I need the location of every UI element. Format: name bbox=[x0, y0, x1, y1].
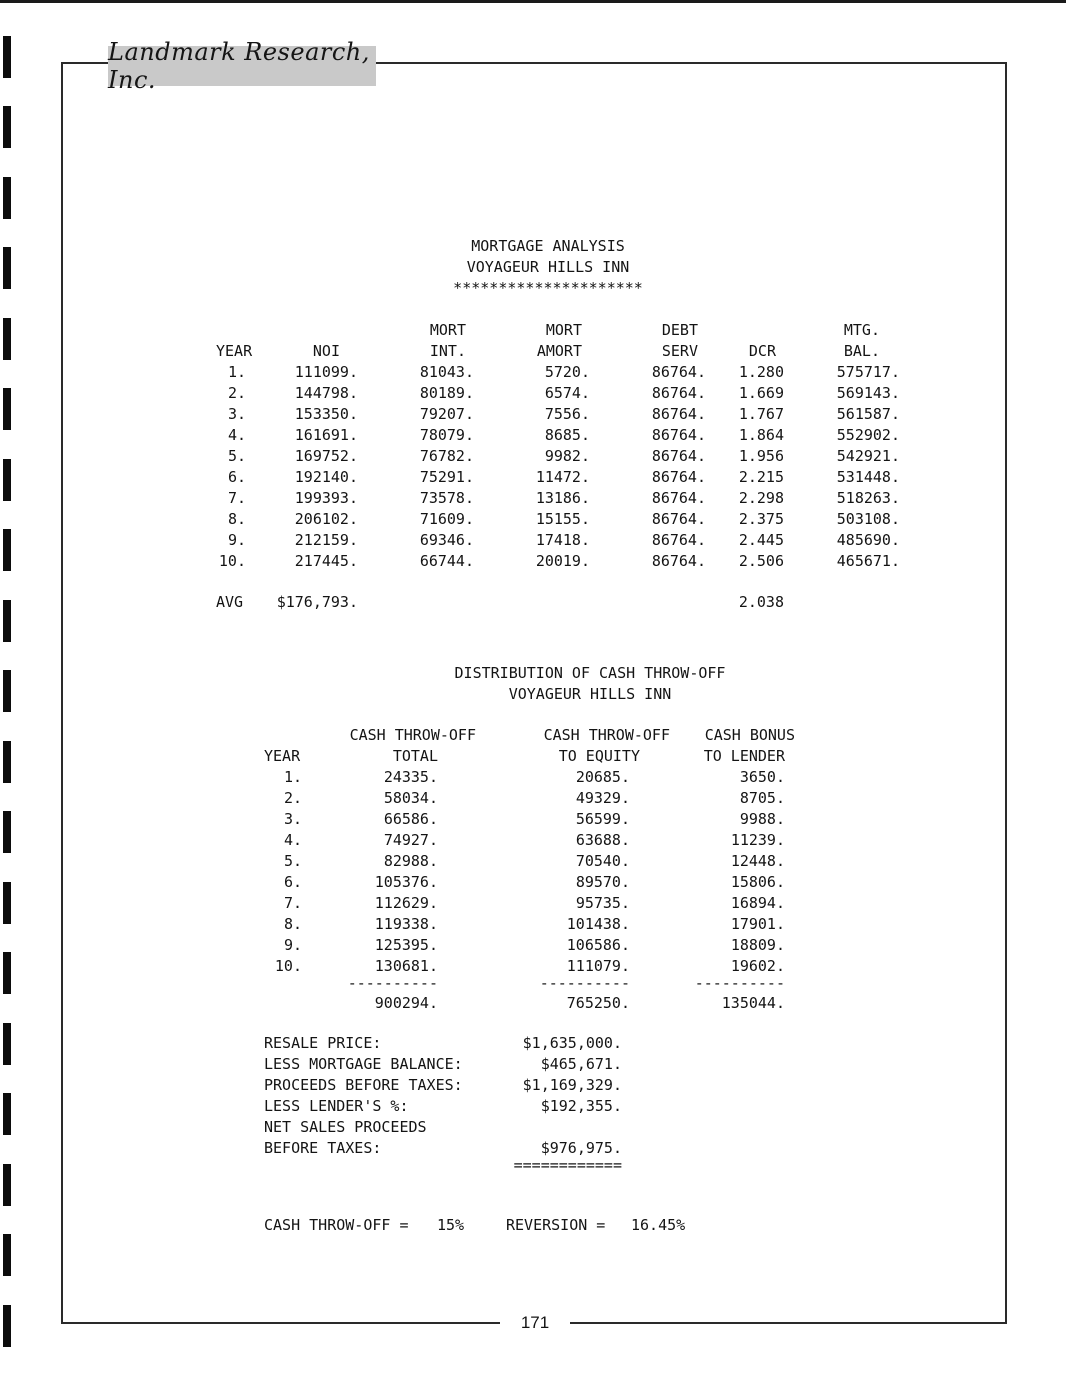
table-row bbox=[0, 425, 1066, 446]
cell-total: 74927. bbox=[383, 831, 438, 849]
resale-value: $465,671. bbox=[540, 1055, 622, 1073]
distribution-totals-row bbox=[0, 993, 1066, 1014]
cell-year: 8. bbox=[283, 915, 302, 933]
resale-label: RESALE PRICE: bbox=[264, 1034, 382, 1052]
company-logo bbox=[108, 38, 376, 94]
cell-dcr: 1.864 bbox=[738, 426, 784, 444]
binding-hole bbox=[3, 670, 11, 712]
cell-mort-amort: 8685. bbox=[544, 426, 590, 444]
cell-mort-amort: 7556. bbox=[544, 405, 590, 423]
cell-year: 5. bbox=[283, 852, 302, 870]
cell-year: 9. bbox=[227, 531, 246, 549]
cell-to-lender: 3650. bbox=[739, 768, 785, 786]
table-row bbox=[0, 467, 1066, 488]
dash-rule-equity: ---------- bbox=[539, 974, 630, 992]
cell-year: 1. bbox=[227, 363, 246, 381]
cell-total: 125395. bbox=[374, 936, 438, 954]
rates-line bbox=[0, 1215, 1066, 1236]
resale-line bbox=[0, 1117, 1066, 1138]
page-number: 171 bbox=[520, 1313, 550, 1332]
cell-mort-amort: 20019. bbox=[535, 552, 590, 570]
cell-mort-amort: 5720. bbox=[544, 363, 590, 381]
cell-year: 4. bbox=[227, 426, 246, 444]
cell-year: 3. bbox=[283, 810, 302, 828]
cell-year: 1. bbox=[283, 768, 302, 786]
table-row bbox=[0, 872, 1066, 893]
cell-to-lender: 18809. bbox=[730, 936, 785, 954]
cell-to-equity: 89570. bbox=[575, 873, 630, 891]
cell-year: 2. bbox=[283, 789, 302, 807]
avg-noi: $176,793. bbox=[276, 593, 358, 611]
cell-mort-int: 69346. bbox=[419, 531, 474, 549]
cell-mort-amort: 15155. bbox=[535, 510, 590, 528]
cell-to-lender: 16894. bbox=[730, 894, 785, 912]
total-to-lender: 135044. bbox=[721, 994, 785, 1012]
cell-year: 6. bbox=[227, 468, 246, 486]
cell-mort-int: 75291. bbox=[419, 468, 474, 486]
cell-year: 10. bbox=[218, 552, 246, 570]
binding-hole bbox=[3, 106, 11, 148]
table-row bbox=[0, 830, 1066, 851]
header-debt-serv: DEBT bbox=[661, 321, 698, 339]
double-rule: ============ bbox=[513, 1156, 622, 1174]
cell-total: 66586. bbox=[383, 810, 438, 828]
resale-line bbox=[0, 1033, 1066, 1054]
cell-mtg-bal: 552902. bbox=[836, 426, 900, 444]
cell-total: 58034. bbox=[383, 789, 438, 807]
cell-mtg-bal: 465671. bbox=[836, 552, 900, 570]
cell-mort-amort: 13186. bbox=[535, 489, 590, 507]
cell-total: 130681. bbox=[374, 957, 438, 975]
header-mtg-bal: MTG. bbox=[843, 321, 880, 339]
table-row bbox=[0, 404, 1066, 425]
table-row bbox=[0, 551, 1066, 572]
cell-mort-int: 76782. bbox=[419, 447, 474, 465]
cell-to-lender: 15806. bbox=[730, 873, 785, 891]
cell-noi: 206102. bbox=[294, 510, 358, 528]
cell-mort-amort: 17418. bbox=[535, 531, 590, 549]
header-cash-throw-off-equity: CASH THROW-OFF bbox=[543, 726, 670, 744]
cell-year: 4. bbox=[283, 831, 302, 849]
cell-year: 8. bbox=[227, 510, 246, 528]
header-to-lender: TO LENDER bbox=[703, 747, 785, 765]
binding-hole bbox=[3, 1305, 11, 1347]
table-row bbox=[0, 509, 1066, 530]
cell-debt-serv: 86764. bbox=[651, 447, 706, 465]
cell-mort-int: 81043. bbox=[419, 363, 474, 381]
resale-label: NET SALES PROCEEDS bbox=[264, 1118, 427, 1136]
cell-to-equity: 56599. bbox=[575, 810, 630, 828]
cell-to-equity: 20685. bbox=[575, 768, 630, 786]
header-amort: AMORT bbox=[536, 342, 582, 360]
cell-mtg-bal: 531448. bbox=[836, 468, 900, 486]
cell-debt-serv: 86764. bbox=[651, 531, 706, 549]
cell-total: 112629. bbox=[374, 894, 438, 912]
resale-label: PROCEEDS BEFORE TAXES: bbox=[264, 1076, 463, 1094]
cell-noi: 192140. bbox=[294, 468, 358, 486]
cell-mtg-bal: 542921. bbox=[836, 447, 900, 465]
cell-to-equity: 95735. bbox=[575, 894, 630, 912]
cell-debt-serv: 86764. bbox=[651, 426, 706, 444]
header-year: YEAR bbox=[264, 747, 301, 765]
table-row bbox=[0, 446, 1066, 467]
cell-mort-int: 79207. bbox=[419, 405, 474, 423]
binding-hole bbox=[3, 36, 11, 78]
cell-mort-int: 73578. bbox=[419, 489, 474, 507]
cell-to-lender: 17901. bbox=[730, 915, 785, 933]
binding-hole bbox=[3, 177, 11, 219]
cell-dcr: 1.280 bbox=[738, 363, 784, 381]
header-to-equity: TO EQUITY bbox=[558, 747, 640, 765]
cell-to-equity: 101438. bbox=[566, 915, 630, 933]
cell-noi: 111099. bbox=[294, 363, 358, 381]
binding-hole bbox=[3, 1234, 11, 1276]
cell-dcr: 1.669 bbox=[738, 384, 784, 402]
cell-debt-serv: 86764. bbox=[651, 363, 706, 381]
cell-mort-int: 80189. bbox=[419, 384, 474, 402]
cell-mort-amort: 9982. bbox=[544, 447, 590, 465]
cell-noi: 199393. bbox=[294, 489, 358, 507]
table-row bbox=[0, 530, 1066, 551]
mortgage-stars-rule: ********************* bbox=[453, 279, 643, 297]
cell-dcr: 2.298 bbox=[738, 489, 784, 507]
cell-to-equity: 63688. bbox=[575, 831, 630, 849]
cell-year: 7. bbox=[283, 894, 302, 912]
cell-year: 3. bbox=[227, 405, 246, 423]
cell-to-equity: 111079. bbox=[566, 957, 630, 975]
table-row bbox=[0, 488, 1066, 509]
cell-mort-int: 71609. bbox=[419, 510, 474, 528]
binding-hole bbox=[3, 247, 11, 289]
cell-dcr: 2.506 bbox=[738, 552, 784, 570]
table-row bbox=[0, 788, 1066, 809]
cell-mtg-bal: 518263. bbox=[836, 489, 900, 507]
cell-year: 9. bbox=[283, 936, 302, 954]
cell-total: 82988. bbox=[383, 852, 438, 870]
header-mort-amort: MORT bbox=[545, 321, 582, 339]
resale-value: $1,635,000. bbox=[522, 1034, 622, 1052]
cell-year: 6. bbox=[283, 873, 302, 891]
table-row bbox=[0, 914, 1066, 935]
cell-dcr: 2.215 bbox=[738, 468, 784, 486]
cell-year: 2. bbox=[227, 384, 246, 402]
cell-to-lender: 19602. bbox=[730, 957, 785, 975]
table-row bbox=[0, 851, 1066, 872]
cell-mort-int: 66744. bbox=[419, 552, 474, 570]
mortgage-average-row bbox=[0, 592, 1066, 613]
distribution-dash-rule bbox=[0, 973, 1066, 994]
cell-debt-serv: 86764. bbox=[651, 468, 706, 486]
header-total: TOTAL bbox=[392, 747, 438, 765]
table-row bbox=[0, 935, 1066, 956]
resale-line bbox=[0, 1096, 1066, 1117]
reversion-rate: 16.45% bbox=[631, 1216, 686, 1234]
cell-debt-serv: 86764. bbox=[651, 510, 706, 528]
resale-line bbox=[0, 1054, 1066, 1075]
cell-debt-serv: 86764. bbox=[651, 489, 706, 507]
cell-mtg-bal: 485690. bbox=[836, 531, 900, 549]
cell-to-lender: 9988. bbox=[739, 810, 785, 828]
cell-dcr: 2.375 bbox=[738, 510, 784, 528]
cell-to-lender: 12448. bbox=[730, 852, 785, 870]
cell-dcr: 1.956 bbox=[738, 447, 784, 465]
cell-noi: 144798. bbox=[294, 384, 358, 402]
resale-line bbox=[0, 1075, 1066, 1096]
cash-throw-off-rate: 15% bbox=[437, 1216, 465, 1234]
total-to-equity: 765250. bbox=[566, 994, 630, 1012]
cell-to-equity: 70540. bbox=[575, 852, 630, 870]
cash-throw-off-label: CASH THROW-OFF = bbox=[264, 1216, 409, 1234]
avg-dcr: 2.038 bbox=[738, 593, 784, 611]
total-cash-throw-off: 900294. bbox=[374, 994, 438, 1012]
cell-debt-serv: 86764. bbox=[651, 384, 706, 402]
cell-total: 24335. bbox=[383, 768, 438, 786]
cell-mort-amort: 11472. bbox=[535, 468, 590, 486]
header-int: INT. bbox=[429, 342, 466, 360]
distribution-header-top bbox=[0, 725, 1066, 746]
reversion-label: REVERSION = bbox=[506, 1216, 606, 1234]
mortgage-header-top bbox=[0, 320, 1066, 341]
cell-year: 10. bbox=[274, 957, 302, 975]
mortgage-title: MORTGAGE ANALYSIS bbox=[471, 237, 625, 255]
resale-value: $1,169,329. bbox=[522, 1076, 622, 1094]
resale-value: $192,355. bbox=[540, 1097, 622, 1115]
cell-noi: 169752. bbox=[294, 447, 358, 465]
resale-label: BEFORE TAXES: bbox=[264, 1139, 382, 1157]
cell-noi: 212159. bbox=[294, 531, 358, 549]
header-cash-throw-off: CASH THROW-OFF bbox=[349, 726, 476, 744]
resale-label: LESS MORTGAGE BALANCE: bbox=[264, 1055, 463, 1073]
resale-double-rule bbox=[0, 1155, 1066, 1176]
cell-dcr: 1.767 bbox=[738, 405, 784, 423]
dash-rule-lender: ---------- bbox=[694, 974, 785, 992]
cell-mtg-bal: 503108. bbox=[836, 510, 900, 528]
page-top-edge bbox=[0, 0, 1066, 3]
dash-rule-total: ---------- bbox=[347, 974, 438, 992]
cell-year: 7. bbox=[227, 489, 246, 507]
cell-noi: 217445. bbox=[294, 552, 358, 570]
table-row bbox=[0, 767, 1066, 788]
header-bal: BAL. bbox=[843, 342, 880, 360]
header-dcr: DCR bbox=[748, 342, 776, 360]
distribution-subtitle: VOYAGEUR HILLS INN bbox=[508, 685, 672, 703]
cell-mort-int: 78079. bbox=[419, 426, 474, 444]
cell-total: 119338. bbox=[374, 915, 438, 933]
cell-debt-serv: 86764. bbox=[651, 405, 706, 423]
cell-to-equity: 106586. bbox=[566, 936, 630, 954]
cell-mtg-bal: 569143. bbox=[836, 384, 900, 402]
cell-noi: 161691. bbox=[294, 426, 358, 444]
header-noi: NOI bbox=[312, 342, 340, 360]
table-row bbox=[0, 809, 1066, 830]
resale-label: LESS LENDER'S %: bbox=[264, 1097, 409, 1115]
distribution-header-bottom bbox=[0, 746, 1066, 767]
mortgage-subtitle: VOYAGEUR HILLS INN bbox=[466, 258, 630, 276]
header-year: YEAR bbox=[216, 342, 253, 360]
page-number-box bbox=[500, 1308, 570, 1338]
header-mort-int: MORT bbox=[429, 321, 466, 339]
cell-mtg-bal: 561587. bbox=[836, 405, 900, 423]
header-serv: SERV bbox=[661, 342, 698, 360]
distribution-title: DISTRIBUTION OF CASH THROW-OFF bbox=[454, 664, 726, 682]
table-row bbox=[0, 383, 1066, 404]
header-cash-bonus: CASH BONUS bbox=[704, 726, 795, 744]
resale-value: $976,975. bbox=[540, 1139, 622, 1157]
cell-dcr: 2.445 bbox=[738, 531, 784, 549]
table-row bbox=[0, 362, 1066, 383]
cell-debt-serv: 86764. bbox=[651, 552, 706, 570]
mortgage-header-bottom bbox=[0, 341, 1066, 362]
cell-noi: 153350. bbox=[294, 405, 358, 423]
cell-year: 5. bbox=[227, 447, 246, 465]
cell-total: 105376. bbox=[374, 873, 438, 891]
logo-text: Landmark Research, Inc. bbox=[108, 38, 370, 94]
cell-to-lender: 8705. bbox=[739, 789, 785, 807]
table-row bbox=[0, 893, 1066, 914]
cell-to-equity: 49329. bbox=[575, 789, 630, 807]
cell-mort-amort: 6574. bbox=[544, 384, 590, 402]
avg-label: AVG bbox=[216, 593, 244, 611]
cell-to-lender: 11239. bbox=[730, 831, 785, 849]
cell-mtg-bal: 575717. bbox=[836, 363, 900, 381]
